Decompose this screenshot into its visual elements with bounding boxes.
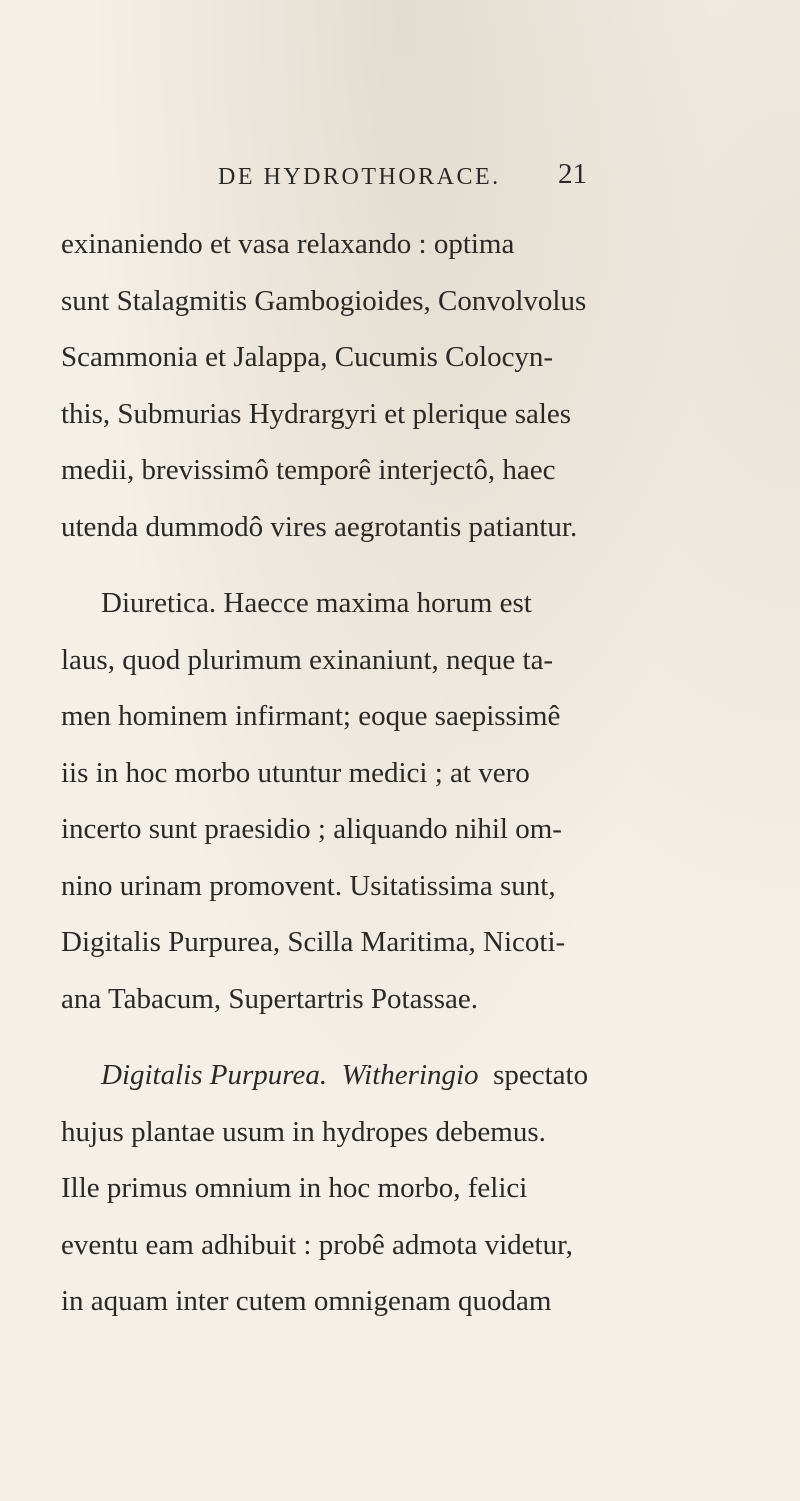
text-line: exinaniendo et vasa relaxando : optima (61, 228, 515, 260)
text-line: sunt Stalagmitis Gambogioides, Convolvolus (61, 284, 587, 317)
text-line: incerto sunt praesidio ; aliquando nihil om- (61, 813, 562, 845)
text-line: ana Tabacum, Supertartris Potassae. (61, 982, 479, 1015)
page-header (0, 158, 800, 198)
text-line: iis in hoc morbo utuntur medici ; at vero (61, 756, 530, 789)
running-head: DE HYDROTHORACE. (218, 164, 501, 190)
text-line: laus, quod plurimum exinaniunt, neque ta- (61, 643, 554, 676)
paragraph-1 (61, 216, 741, 555)
text-line: men hominem infirmant; eoque saepissimê (61, 700, 561, 732)
text-line: eventu eam adhibuit : probê admota videtur, (61, 1228, 573, 1261)
text-line: hujus plantae usum in hydropes debemus. (61, 1115, 546, 1148)
text-line: nino urinam promovent. Usitatissima sunt, (61, 869, 556, 902)
text-line: Digitalis Purpurea, Scilla Maritima, Nicoti- (61, 926, 566, 958)
text-line: Scammonia et Jalappa, Cucumis Colocyn- (61, 341, 554, 373)
paragraph-2 (61, 575, 741, 1027)
paragraph-3 (61, 1047, 741, 1330)
text-line: in aquam inter cutem omnigenam quodam (61, 1285, 552, 1317)
text-line: utenda dummodô vires aegrotantis patiantur. (61, 510, 578, 543)
italic-heading: Digitalis Purpurea. (101, 1059, 328, 1091)
page-number: 21 (558, 158, 587, 190)
text-line: Digitalis Purpurea. Witheringio spectato (101, 1059, 589, 1091)
italic-name: Witheringio (341, 1059, 479, 1091)
text-line: medii, brevissimô temporê interjectô, haec (61, 454, 556, 486)
text-line: Ille primus omnium in hoc morbo, felici (61, 1172, 528, 1204)
text-line: Diuretica. Haecce maxima horum est (101, 587, 532, 619)
body-text (61, 216, 741, 1330)
text-line: this, Submurias Hydrargyri et plerique sales (61, 397, 572, 430)
